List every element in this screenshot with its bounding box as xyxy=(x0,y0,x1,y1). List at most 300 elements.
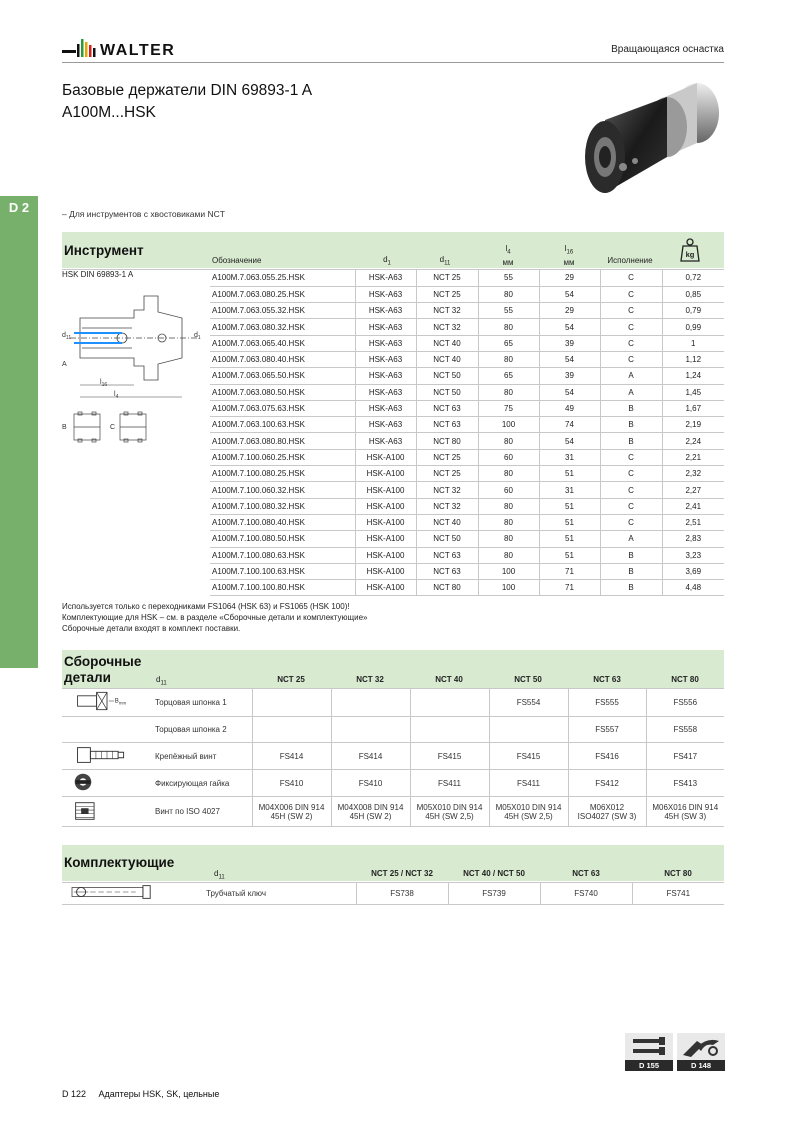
table-cell: HSK-A100 xyxy=(355,580,416,596)
part-number-cell xyxy=(410,688,489,717)
diagram-l4-sub: 4 xyxy=(115,394,119,400)
accessory-part-number: FS738 xyxy=(356,882,448,905)
table-cell: HSK-A100 xyxy=(355,547,416,563)
part-number-line: M05X010 DIN 914 xyxy=(416,802,483,812)
table-cell: A100M.7.100.080.32.HSK xyxy=(210,498,355,514)
accessory-part-number: FS739 xyxy=(448,882,540,905)
table-cell: NCT 63 xyxy=(416,547,478,563)
table-cell: 74 xyxy=(539,417,600,433)
accessories-d11-sub: 11 xyxy=(218,874,225,881)
svg-text:d11 xyxy=(62,332,71,341)
tubular-wrench-icon xyxy=(62,882,202,905)
table-cell: HSK-A63 xyxy=(355,286,416,302)
table-cell: NCT 80 xyxy=(416,433,478,449)
table-cell: 2,83 xyxy=(662,531,724,547)
table-cell: B xyxy=(600,580,662,596)
table-cell: HSK-A100 xyxy=(355,563,416,579)
table-cell: 51 xyxy=(539,531,600,547)
col-l16-sub: 16 xyxy=(566,249,574,256)
icon-cell xyxy=(62,717,152,743)
table-cell: 29 xyxy=(539,303,600,319)
table-cell: C xyxy=(600,466,662,482)
table-cell: 80 xyxy=(478,351,539,367)
table-cell: A100M.7.100.100.80.HSK xyxy=(210,580,355,596)
table-cell: C xyxy=(600,303,662,319)
reference-d148[interactable] xyxy=(677,1033,725,1071)
table-cell: 39 xyxy=(539,335,600,351)
assembly-column-header: NCT 25 xyxy=(277,675,305,684)
table-row xyxy=(210,498,724,514)
table-cell: A100M.7.100.080.25.HSK xyxy=(210,466,355,482)
table-cell: A100M.7.063.080.40.HSK xyxy=(210,351,355,367)
table-cell: C xyxy=(600,286,662,302)
table-cell: HSK-A63 xyxy=(355,335,416,351)
table-row xyxy=(210,531,724,547)
walter-logo-mark xyxy=(62,36,202,60)
screw-reference-icon xyxy=(625,1033,673,1061)
diagram-label-c: C xyxy=(110,424,116,431)
table-cell: A100M.7.100.080.63.HSK xyxy=(210,547,355,563)
accessories-table xyxy=(62,882,724,905)
col-l4-sub: 4 xyxy=(507,249,511,256)
accessories-column-header: NCT 40 / NCT 50 xyxy=(463,869,525,878)
table-cell: NCT 50 xyxy=(416,368,478,384)
page-title xyxy=(62,80,312,124)
svg-text:Bmm xyxy=(115,699,127,706)
table-cell: 54 xyxy=(539,351,600,367)
table-cell: 65 xyxy=(478,335,539,351)
table-row xyxy=(62,770,724,797)
table-cell: 55 xyxy=(478,270,539,286)
table-cell: 2,41 xyxy=(662,498,724,514)
diagram-l4-symbol: l xyxy=(114,391,116,398)
face-key-dim-symbol: B xyxy=(114,698,119,705)
part-number-cell xyxy=(568,797,646,827)
table-row xyxy=(210,563,724,579)
table-cell: 2,21 xyxy=(662,449,724,465)
table-cell: NCT 32 xyxy=(416,498,478,514)
diagram-d11-sub: 11 xyxy=(65,335,72,341)
part-number-cell: FS557 xyxy=(568,717,646,743)
table-cell: 1 xyxy=(662,335,724,351)
part-number-line: M04X008 DIN 914 xyxy=(337,802,404,812)
table-cell: A100M.7.063.100.63.HSK xyxy=(210,417,355,433)
part-number-cell: FS417 xyxy=(646,743,724,770)
table-row xyxy=(210,433,724,449)
part-number-cell xyxy=(410,717,489,743)
section-title: Вращающаяся оснастка xyxy=(611,44,724,55)
table-cell: HSK-A100 xyxy=(355,449,416,465)
table-cell: NCT 32 xyxy=(416,303,478,319)
part-label: Крепёжный винт xyxy=(152,743,252,770)
assembly-heading xyxy=(64,654,141,686)
table-cell: C xyxy=(600,319,662,335)
face-key-dim-sub: mm xyxy=(118,700,127,706)
table-row xyxy=(210,400,724,416)
accessories-col-d11 xyxy=(214,869,225,883)
col-l4-unit: мм xyxy=(502,257,514,267)
product-image xyxy=(575,75,725,210)
table-cell: 1,24 xyxy=(662,368,724,384)
table-cell: NCT 40 xyxy=(416,335,478,351)
part-number-cell xyxy=(252,797,331,827)
table-cell: 2,51 xyxy=(662,514,724,530)
table-cell: HSK-A63 xyxy=(355,270,416,286)
table-row xyxy=(210,270,724,286)
shank-note: – Для инструментов с хвостовиками NCT xyxy=(62,209,225,219)
table-cell: A100M.7.100.060.32.HSK xyxy=(210,482,355,498)
table-cell: 55 xyxy=(478,303,539,319)
part-number-line: M04X006 DIN 914 xyxy=(258,802,325,812)
chapter-side-tab xyxy=(0,196,38,668)
part-number-cell: FS556 xyxy=(646,688,724,717)
table-row xyxy=(62,743,724,770)
table-cell: 80 xyxy=(478,547,539,563)
page-number: D 122 xyxy=(62,1089,87,1099)
table-cell: 0,79 xyxy=(662,303,724,319)
reference-d155-label: D 155 xyxy=(625,1060,673,1071)
accessory-part-number: FS741 xyxy=(632,882,724,905)
table-cell: 2,27 xyxy=(662,482,724,498)
table-cell: HSK-A63 xyxy=(355,400,416,416)
table-cell: C xyxy=(600,335,662,351)
table-cell: 80 xyxy=(478,433,539,449)
table-cell: HSK-A100 xyxy=(355,466,416,482)
table-cell: NCT 63 xyxy=(416,417,478,433)
table-cell: 80 xyxy=(478,498,539,514)
table-cell: 80 xyxy=(478,286,539,302)
table-row xyxy=(210,482,724,498)
table-cell: NCT 32 xyxy=(416,482,478,498)
page-footer xyxy=(62,1089,229,1099)
svg-text:l16 xyxy=(100,379,107,388)
assembly-d11-symbol: d xyxy=(156,675,161,684)
tool-table xyxy=(210,270,724,596)
table-cell: B xyxy=(600,400,662,416)
table-cell: HSK-A63 xyxy=(355,433,416,449)
walter-logo xyxy=(62,36,202,60)
svg-text:l4 xyxy=(114,391,119,400)
table-cell: C xyxy=(600,449,662,465)
table-cell: 80 xyxy=(478,466,539,482)
part-number-line: M05X010 DIN 914 xyxy=(495,802,562,812)
table-cell: A xyxy=(600,531,662,547)
table-cell: 51 xyxy=(539,514,600,530)
part-number-cell xyxy=(489,717,568,743)
locking-nut-icon xyxy=(62,770,152,797)
part-number-cell: FS415 xyxy=(489,743,568,770)
table-cell: B xyxy=(600,417,662,433)
table-cell: 80 xyxy=(478,514,539,530)
diagram-caption: HSK DIN 69893-1 A xyxy=(62,270,134,279)
table-cell: C xyxy=(600,351,662,367)
assembly-heading-line-1: Сборочные xyxy=(64,654,142,669)
face-key-icon xyxy=(62,688,152,717)
table-cell: 100 xyxy=(478,563,539,579)
table-row xyxy=(210,368,724,384)
table-cell: 65 xyxy=(478,368,539,384)
table-row xyxy=(62,797,724,827)
diagram-d1-symbol: d xyxy=(194,332,198,339)
part-label: Винт по ISO 4027 xyxy=(152,797,252,827)
table-cell: B xyxy=(600,563,662,579)
part-number-line: 45H (SW 2) xyxy=(349,811,392,821)
table-cell: 3,69 xyxy=(662,563,724,579)
table-cell: NCT 50 xyxy=(416,384,478,400)
part-number-cell: FS413 xyxy=(646,770,724,797)
table-cell: 100 xyxy=(478,417,539,433)
table-cell: 51 xyxy=(539,466,600,482)
set-screw-icon xyxy=(62,797,152,827)
part-number-cell xyxy=(331,688,410,717)
table-cell: HSK-A63 xyxy=(355,368,416,384)
table-cell: 31 xyxy=(539,482,600,498)
table-cell: HSK-A63 xyxy=(355,384,416,400)
part-number-cell: FS412 xyxy=(568,770,646,797)
table-cell: 51 xyxy=(539,498,600,514)
part-number-cell: FS411 xyxy=(410,770,489,797)
diagram-label-b: B xyxy=(62,424,67,431)
table-cell: A100M.7.063.055.25.HSK xyxy=(210,270,355,286)
accessories-table-body xyxy=(62,882,724,905)
table-row xyxy=(210,335,724,351)
table-cell: 75 xyxy=(478,400,539,416)
table-row xyxy=(210,417,724,433)
col-d11 xyxy=(430,255,460,269)
accessories-column-header: NCT 25 / NCT 32 xyxy=(371,869,433,878)
table-cell: C xyxy=(600,270,662,286)
diagram-d1-sub: 1 xyxy=(197,335,201,341)
table-cell: 80 xyxy=(478,531,539,547)
table-cell: C xyxy=(600,498,662,514)
table-cell: HSK-A100 xyxy=(355,482,416,498)
table-cell: 39 xyxy=(539,368,600,384)
table-row xyxy=(210,286,724,302)
title-line-2: A100M...HSK xyxy=(62,104,156,121)
accessories-heading: Комплектующие xyxy=(64,855,175,870)
accessory-part-number: FS740 xyxy=(540,882,632,905)
accessories-column-header: NCT 80 xyxy=(664,869,692,878)
part-label: Торцовая шпонка 2 xyxy=(152,717,252,743)
table-cell: 54 xyxy=(539,286,600,302)
table-cell: 54 xyxy=(539,319,600,335)
table-row xyxy=(210,303,724,319)
table-cell: 100 xyxy=(478,580,539,596)
table-cell: 51 xyxy=(539,547,600,563)
table-cell: 60 xyxy=(478,449,539,465)
table-cell: B xyxy=(600,547,662,563)
table-cell: A100M.7.063.080.32.HSK xyxy=(210,319,355,335)
table-cell: 1,45 xyxy=(662,384,724,400)
table-cell: NCT 25 xyxy=(416,449,478,465)
table-cell: NCT 25 xyxy=(416,466,478,482)
table-cell: HSK-A63 xyxy=(355,303,416,319)
table-cell: 49 xyxy=(539,400,600,416)
accessories-column-header: NCT 63 xyxy=(572,869,600,878)
part-number-line: M06X016 DIN 914 xyxy=(652,802,719,812)
reference-d148-label: D 148 xyxy=(677,1060,725,1071)
part-number-cell xyxy=(331,797,410,827)
col-l16-unit: мм xyxy=(563,257,575,267)
table-cell: NCT 80 xyxy=(416,580,478,596)
part-number-line: ISO4027 (SW 3) xyxy=(577,811,637,821)
table-row xyxy=(210,547,724,563)
part-number-cell xyxy=(489,797,568,827)
table-cell: A100M.7.100.080.40.HSK xyxy=(210,514,355,530)
part-number-cell: FS415 xyxy=(410,743,489,770)
table-row xyxy=(62,717,724,743)
table-row xyxy=(62,882,724,905)
part-number-cell: FS555 xyxy=(568,688,646,717)
assembly-column-header: NCT 40 xyxy=(435,675,463,684)
table-cell: 3,23 xyxy=(662,547,724,563)
part-number-cell: FS410 xyxy=(331,770,410,797)
part-number-cell: FS416 xyxy=(568,743,646,770)
part-number-line: 45H (SW 2) xyxy=(270,811,313,821)
accessories-d11-symbol: d xyxy=(214,869,219,878)
header-divider xyxy=(62,62,724,63)
chapter-name: Адаптеры HSK, SK, цельные xyxy=(98,1089,220,1099)
table-row xyxy=(210,449,724,465)
accessory-label: Трубчатый ключ xyxy=(202,882,356,905)
table-cell: HSK-A100 xyxy=(355,498,416,514)
table-cell: HSK-A63 xyxy=(355,319,416,335)
table-cell: A xyxy=(600,384,662,400)
tool-reference-icon xyxy=(677,1033,725,1061)
col-l16 xyxy=(554,244,584,267)
table-cell: 1,67 xyxy=(662,400,724,416)
table-row xyxy=(210,580,724,596)
assembly-col-d11 xyxy=(156,675,167,689)
part-number-cell xyxy=(646,797,724,827)
table-cell: 2,19 xyxy=(662,417,724,433)
part-number-line: 45H (SW 3) xyxy=(664,811,707,821)
table-cell: C xyxy=(600,514,662,530)
table-cell: A100M.7.063.055.32.HSK xyxy=(210,303,355,319)
table-cell: 2,32 xyxy=(662,466,724,482)
tool-section-heading: Инструмент xyxy=(64,243,144,258)
table-cell: 60 xyxy=(478,482,539,498)
part-number-cell xyxy=(252,717,331,743)
assembly-column-header: NCT 80 xyxy=(671,675,699,684)
table-cell: 31 xyxy=(539,449,600,465)
table-cell: HSK-A100 xyxy=(355,531,416,547)
table-cell: NCT 32 xyxy=(416,319,478,335)
table-row xyxy=(210,384,724,400)
table-cell: 0,85 xyxy=(662,286,724,302)
col-d11-sub: 11 xyxy=(444,260,451,267)
table-cell: 54 xyxy=(539,433,600,449)
table-cell: 80 xyxy=(478,384,539,400)
table-cell: NCT 63 xyxy=(416,563,478,579)
table-cell: A xyxy=(600,368,662,384)
table-cell: A100M.7.063.080.50.HSK xyxy=(210,384,355,400)
assembly-column-header: NCT 50 xyxy=(514,675,542,684)
assembly-d11-sub: 11 xyxy=(160,680,167,687)
svg-text:d1 xyxy=(194,332,201,341)
table-cell: HSK-A63 xyxy=(355,417,416,433)
part-number-line: 45H (SW 2,5) xyxy=(504,811,553,821)
note-1: Используется только с переходниками FS1064 (HSK 63) и FS1065 (HSK 100)! xyxy=(62,602,350,611)
weight-kg-icon xyxy=(680,238,700,262)
table-cell: 4,48 xyxy=(662,580,724,596)
chapter-tab-label: D 2 xyxy=(8,200,30,215)
part-number-cell: FS410 xyxy=(252,770,331,797)
table-cell: C xyxy=(600,482,662,498)
col-l16-symbol: l xyxy=(564,244,567,253)
part-number-cell: FS414 xyxy=(252,743,331,770)
col-d11-symbol: d xyxy=(439,255,445,264)
table-cell: 0,72 xyxy=(662,270,724,286)
part-number-cell xyxy=(331,717,410,743)
table-row xyxy=(62,688,724,717)
note-2: Комплектующие для HSK – см. в разделе «Сборочные детали и комплектующие» xyxy=(62,613,368,622)
table-cell: 2,24 xyxy=(662,433,724,449)
weight-kg-label: kg xyxy=(685,250,695,259)
diagram-l16-symbol: l xyxy=(100,379,102,386)
table-cell: A100M.7.063.080.80.HSK xyxy=(210,433,355,449)
note-3: Сборочные детали входят в комплект поставки. xyxy=(62,624,241,633)
reference-d155[interactable] xyxy=(625,1033,673,1071)
table-cell: NCT 40 xyxy=(416,514,478,530)
part-number-cell: FS554 xyxy=(489,688,568,717)
table-cell: HSK-A100 xyxy=(355,514,416,530)
col-l4-symbol: l xyxy=(505,244,508,253)
part-number-cell: FS414 xyxy=(331,743,410,770)
table-row xyxy=(210,514,724,530)
assembly-table-body xyxy=(62,688,724,827)
assembly-column-header: NCT 32 xyxy=(356,675,384,684)
diagram-d11-symbol: d xyxy=(62,332,66,339)
col-version: Исполнение xyxy=(607,256,653,265)
table-row xyxy=(210,319,724,335)
assembly-column-header: NCT 63 xyxy=(593,675,621,684)
assembly-table xyxy=(62,688,724,827)
table-cell: A100M.7.063.075.63.HSK xyxy=(210,400,355,416)
clamping-screw-icon xyxy=(62,743,152,770)
table-cell: 54 xyxy=(539,384,600,400)
part-number-cell: FS411 xyxy=(489,770,568,797)
table-cell: NCT 25 xyxy=(416,286,478,302)
part-label: Фиксирующая гайка xyxy=(152,770,252,797)
table-cell: 71 xyxy=(539,580,600,596)
table-cell: A100M.7.100.080.50.HSK xyxy=(210,531,355,547)
part-number-cell xyxy=(252,688,331,717)
table-cell: NCT 63 xyxy=(416,400,478,416)
notes xyxy=(62,601,367,634)
table-cell: 80 xyxy=(478,319,539,335)
table-cell: 0,99 xyxy=(662,319,724,335)
diagram-l16-sub: 16 xyxy=(101,382,108,388)
assembly-heading-line-2: детали xyxy=(64,670,111,685)
brand-name: WALTER xyxy=(100,42,176,59)
part-number-cell xyxy=(410,797,489,827)
col-d1 xyxy=(372,255,402,269)
tool-dimension-diagram xyxy=(62,282,212,446)
table-cell: 29 xyxy=(539,270,600,286)
table-cell: A100M.7.100.100.63.HSK xyxy=(210,563,355,579)
diagram-label-a: A xyxy=(62,361,67,368)
table-cell: B xyxy=(600,433,662,449)
col-d1-sub: 1 xyxy=(387,260,391,267)
table-cell: 1,12 xyxy=(662,351,724,367)
table-cell: A100M.7.063.065.40.HSK xyxy=(210,335,355,351)
table-cell: NCT 40 xyxy=(416,351,478,367)
table-cell: HSK-A63 xyxy=(355,351,416,367)
part-label: Торцовая шпонка 1 xyxy=(152,688,252,717)
part-number-cell: FS558 xyxy=(646,717,724,743)
table-cell: A100M.7.100.060.25.HSK xyxy=(210,449,355,465)
